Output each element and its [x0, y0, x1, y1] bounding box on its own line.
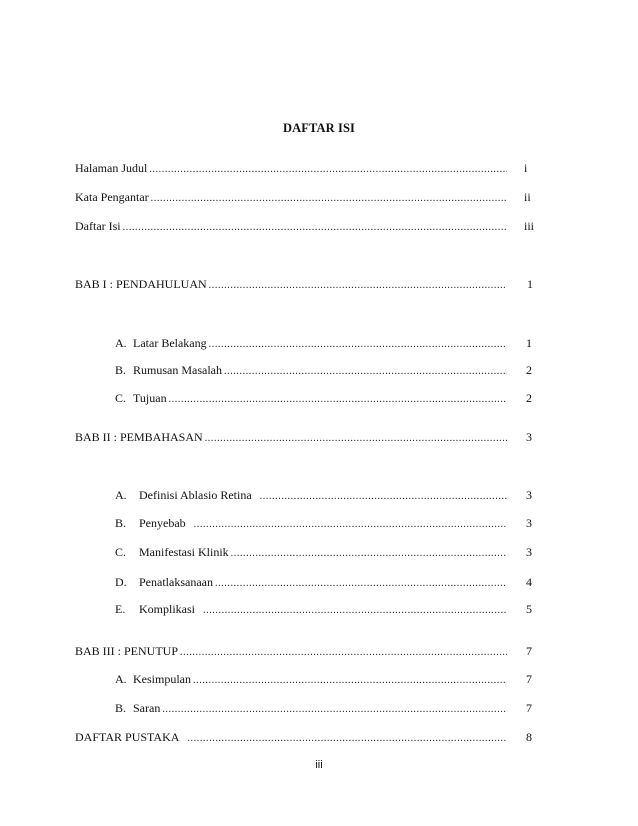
toc-page-number: ii [524, 190, 531, 204]
toc-entry-label: Penatlaksanaan [139, 575, 213, 589]
toc-entry-prefix: E. [115, 602, 126, 616]
dot-leader [181, 731, 507, 747]
toc-entry-label: Penyebab [139, 516, 186, 530]
toc-entry-label: Tujuan [133, 391, 167, 405]
toc-entry-prefix: B. [115, 701, 127, 715]
dot-leader [180, 645, 507, 661]
dot-leader [215, 576, 507, 592]
toc-entry-label: Manifestasi Klinik [139, 545, 229, 559]
dot-leader [209, 278, 507, 294]
toc-page-number: 7 [526, 701, 532, 715]
toc-page-number: 3 [526, 430, 532, 444]
toc-chapter-label: BAB II : PEMBAHASAN [75, 430, 203, 444]
toc-entry-daftar-pustaka[interactable] [75, 729, 507, 745]
toc-page-number: 7 [526, 644, 532, 658]
toc-page-number: 7 [526, 672, 532, 686]
dot-leader [231, 546, 507, 562]
toc-chapter-label: BAB I : PENDAHULUAN [75, 277, 207, 291]
toc-entry-label: Latar Belakang [133, 336, 207, 350]
toc-entry-label: DAFTAR PUSTAKA [75, 730, 180, 744]
toc-page-number: 2 [526, 391, 532, 405]
toc-chapter-bab-3[interactable] [75, 643, 507, 659]
toc-chapter-bab-1[interactable] [75, 276, 507, 292]
dot-leader [224, 364, 507, 380]
toc-page-number: 3 [526, 488, 532, 502]
toc-entry-kata-pengantar[interactable] [75, 189, 507, 205]
dot-leader [205, 431, 507, 447]
toc-page-number: 4 [526, 575, 532, 589]
dot-leader [162, 702, 507, 718]
dot-leader [193, 673, 507, 689]
dot-leader [188, 517, 507, 533]
toc-page-number: 3 [526, 516, 532, 530]
toc-entry-label: Kesimpulan [133, 672, 191, 686]
toc-page-number: 2 [526, 363, 532, 377]
toc-page-number: 3 [526, 545, 532, 559]
toc-chapter-bab-2[interactable] [75, 429, 507, 445]
toc-page-number: iii [524, 219, 535, 233]
toc-entry-penyebab[interactable] [115, 515, 507, 531]
toc-entry-latar-belakang[interactable] [115, 335, 507, 351]
toc-entry-prefix: B. [115, 363, 127, 377]
toc-entry-rumusan-masalah[interactable] [115, 362, 507, 378]
toc-page-number: 1 [527, 277, 533, 291]
toc-entry-definisi-ablasio-retina[interactable] [115, 487, 507, 503]
toc-entry-kesimpulan[interactable] [115, 671, 507, 687]
page-footer-number: iii [315, 759, 323, 771]
dot-leader [169, 392, 507, 408]
toc-entry-prefix: D. [115, 575, 127, 589]
toc-entry-label: Komplikasi [139, 602, 195, 616]
toc-entry-prefix: A. [115, 488, 127, 502]
toc-entry-label: Halaman Judul [75, 161, 148, 175]
toc-entry-saran[interactable] [115, 700, 507, 716]
dot-leader [197, 603, 507, 619]
toc-entry-komplikasi[interactable] [115, 601, 507, 617]
toc-entry-prefix: C. [115, 391, 127, 405]
toc-entry-prefix: A. [115, 336, 127, 350]
toc-page-number: 8 [526, 730, 532, 744]
dot-leader [149, 162, 507, 178]
dot-leader [254, 489, 507, 505]
toc-entry-daftar-isi[interactable] [75, 218, 507, 234]
toc-entry-label: Definisi Ablasio Retina [139, 488, 252, 502]
toc-entry-label: Saran [133, 701, 161, 715]
toc-entry-label: Daftar Isi [75, 219, 121, 233]
dot-leader [209, 337, 507, 353]
toc-chapter-label: BAB III : PENUTUP [75, 644, 179, 658]
toc-page-number: 1 [526, 336, 532, 350]
toc-entry-label: Rumusan Masalah [133, 363, 222, 377]
page-title: DAFTAR ISI [283, 121, 355, 135]
toc-page-number: i [524, 161, 528, 175]
toc-entry-halaman-judul[interactable] [75, 160, 507, 176]
toc-entry-prefix: C. [115, 545, 127, 559]
toc-entry-tujuan[interactable] [115, 390, 507, 406]
toc-entry-prefix: A. [115, 672, 127, 686]
toc-entry-prefix: B. [115, 516, 127, 530]
toc-page-number: 5 [526, 602, 532, 616]
toc-entry-manifestasi-klinik[interactable] [115, 544, 507, 560]
dot-leader [123, 220, 507, 236]
toc-entry-label: Kata Pengantar [75, 190, 149, 204]
dot-leader [151, 191, 507, 207]
toc-entry-penatlaksanaan[interactable] [115, 574, 507, 590]
